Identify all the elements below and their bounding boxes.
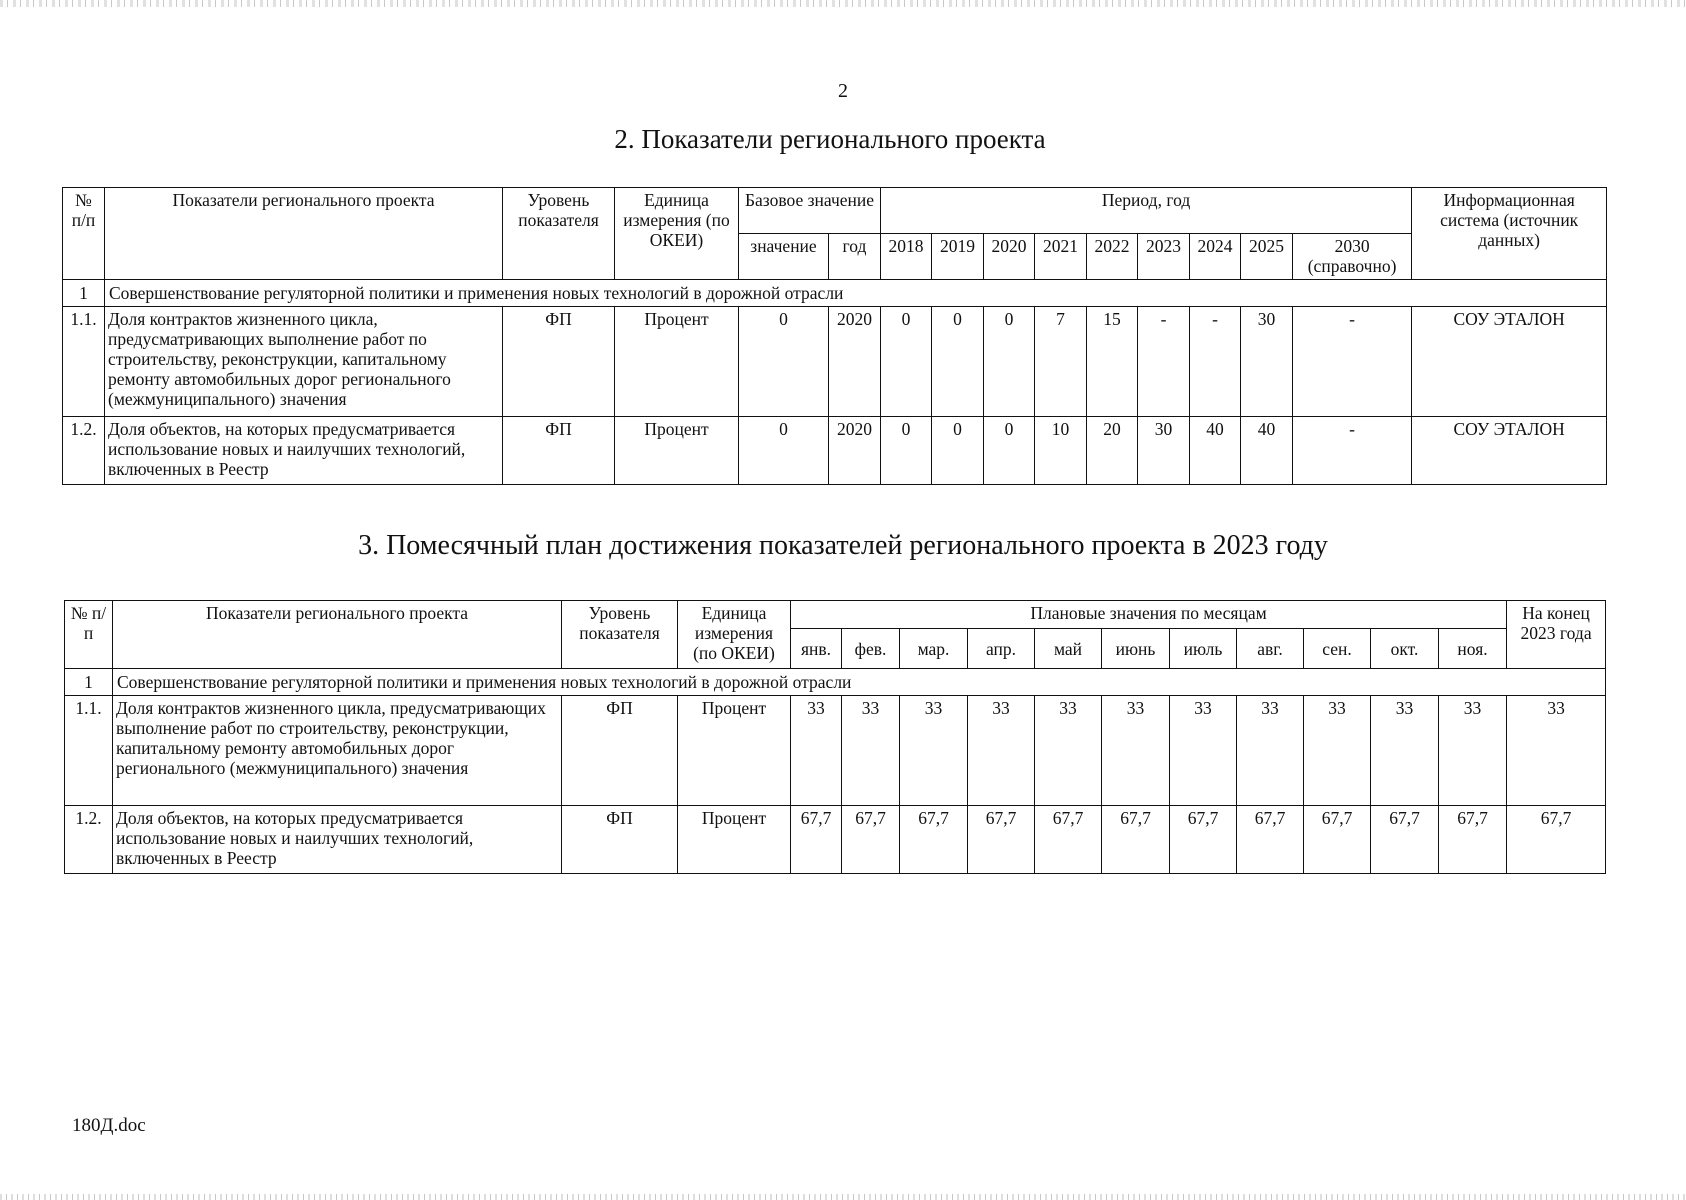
row-month-value: 33: [1304, 696, 1371, 806]
section-row-num: 1: [63, 280, 105, 307]
col-header-year: 2030 (справочно): [1293, 234, 1412, 280]
row-indicator: Доля контрактов жизненного цикла, предусматривающих выполнение работ по строительству, реконструкции, капитальному ремонту автомобильных дорог регионального (межмуниципального) значения: [113, 696, 562, 806]
row-indicator: Доля контрактов жизненного цикла, предусматривающих выполнение работ по строительству, реконструкции, капитальному ремонту автомобильных дорог регионального (межмуниципального) значения: [105, 307, 503, 417]
col-header-year: 2020: [984, 234, 1035, 280]
col-header-indicator: Показатели регионального проекта: [105, 188, 503, 280]
col-header-plan: Плановые значения по месяцам: [791, 601, 1507, 629]
row-month-value: 33: [1371, 696, 1439, 806]
row-month-value: 33: [968, 696, 1035, 806]
row-month-value: 33: [842, 696, 900, 806]
row-month-value: 67,7: [1371, 806, 1439, 874]
row-month-value: 33: [900, 696, 968, 806]
col-header-year: 2018: [881, 234, 932, 280]
row-month-value: 33: [1170, 696, 1237, 806]
row-year-end: 33: [1507, 696, 1606, 806]
row-month-value: 67,7: [1237, 806, 1304, 874]
monthly-plan-table: [64, 600, 1606, 874]
row-month-value: 67,7: [791, 806, 842, 874]
row-month-value: 33: [1439, 696, 1507, 806]
col-header-info-system: Информационная система (источник данных): [1412, 188, 1607, 280]
row-value: 0: [881, 307, 932, 417]
row-month-value: 67,7: [1439, 806, 1507, 874]
row-info-system: СОУ ЭТАЛОН: [1412, 417, 1607, 485]
row-month-value: 33: [1237, 696, 1304, 806]
col-header-year: 2021: [1035, 234, 1087, 280]
row-value: -: [1138, 307, 1190, 417]
row-num: 1.2.: [65, 806, 113, 874]
col-header-month: окт.: [1371, 629, 1439, 669]
row-indicator: Доля объектов, на которых предусматривается использование новых и наилучших технологий, включенных в Реестр: [113, 806, 562, 874]
table-row: [63, 307, 1607, 417]
row-base-year: 2020: [829, 307, 881, 417]
row-unit: Процент: [678, 696, 791, 806]
row-month-value: 33: [791, 696, 842, 806]
row-value: 10: [1035, 417, 1087, 485]
row-value: 30: [1138, 417, 1190, 485]
row-month-value: 67,7: [900, 806, 968, 874]
section-row-num: 1: [65, 669, 113, 696]
col-header-month: ноя.: [1439, 629, 1507, 669]
col-header-base-value: значение: [739, 234, 829, 280]
row-level: ФП: [562, 696, 678, 806]
row-value: -: [1293, 307, 1412, 417]
row-info-system: СОУ ЭТАЛОН: [1412, 307, 1607, 417]
row-month-value: 33: [1035, 696, 1102, 806]
col-header-indicator: Показатели регионального проекта: [113, 601, 562, 669]
table-row: [65, 696, 1606, 806]
row-unit: Процент: [615, 417, 739, 485]
row-base-year: 2020: [829, 417, 881, 485]
row-level: ФП: [503, 307, 615, 417]
section-row: [65, 669, 1606, 696]
scan-edge-bottom: [0, 1194, 1686, 1200]
col-header-num: № п/п: [65, 601, 113, 669]
row-value: 7: [1035, 307, 1087, 417]
table-row: [63, 417, 1607, 485]
col-header-month: янв.: [791, 629, 842, 669]
row-value: 0: [881, 417, 932, 485]
row-value: 40: [1241, 417, 1293, 485]
row-value: 40: [1190, 417, 1241, 485]
row-month-value: 33: [1102, 696, 1170, 806]
col-header-month: фев.: [842, 629, 900, 669]
col-header-month: мар.: [900, 629, 968, 669]
row-indicator: Доля объектов, на которых предусматривается использование новых и наилучших технологий, включенных в Реестр: [105, 417, 503, 485]
row-value: 0: [932, 307, 984, 417]
row-value: 0: [984, 417, 1035, 485]
col-header-year: 2022: [1087, 234, 1138, 280]
col-header-num: № п/п: [63, 188, 105, 280]
row-month-value: 67,7: [968, 806, 1035, 874]
col-header-base: Базовое значение: [739, 188, 881, 234]
col-header-unit: Единица измерения (по ОКЕИ): [678, 601, 791, 669]
row-value: 20: [1087, 417, 1138, 485]
row-value: 30: [1241, 307, 1293, 417]
row-value: -: [1293, 417, 1412, 485]
row-unit: Процент: [615, 307, 739, 417]
col-header-year: 2023: [1138, 234, 1190, 280]
col-header-month: апр.: [968, 629, 1035, 669]
col-header-base-year: год: [829, 234, 881, 280]
row-base-value: 0: [739, 417, 829, 485]
col-header-month: июнь: [1102, 629, 1170, 669]
col-header-month: июль: [1170, 629, 1237, 669]
section-row: [63, 280, 1607, 307]
col-header-unit: Единица измерения (по ОКЕИ): [615, 188, 739, 280]
col-header-month: сен.: [1304, 629, 1371, 669]
col-header-period: Период, год: [881, 188, 1412, 234]
col-header-month: авг.: [1237, 629, 1304, 669]
row-year-end: 67,7: [1507, 806, 1606, 874]
row-num: 1.2.: [63, 417, 105, 485]
row-level: ФП: [503, 417, 615, 485]
row-month-value: 67,7: [1035, 806, 1102, 874]
col-header-month: май: [1035, 629, 1102, 669]
row-num: 1.1.: [65, 696, 113, 806]
row-unit: Процент: [678, 806, 791, 874]
footer-filename: 180Д.doc: [72, 1115, 146, 1136]
col-header-level: Уровень показателя: [562, 601, 678, 669]
section-row-text: Совершенствование регуляторной политики и применения новых технологий в дорожной отрасли: [113, 669, 1606, 696]
row-month-value: 67,7: [1102, 806, 1170, 874]
row-month-value: 67,7: [842, 806, 900, 874]
row-month-value: 67,7: [1170, 806, 1237, 874]
indicators-table: [62, 187, 1607, 485]
row-value: 15: [1087, 307, 1138, 417]
row-base-value: 0: [739, 307, 829, 417]
row-num: 1.1.: [63, 307, 105, 417]
page-number: 2: [838, 80, 848, 102]
col-header-year: 2024: [1190, 234, 1241, 280]
col-header-year: 2025: [1241, 234, 1293, 280]
row-value: 0: [932, 417, 984, 485]
scan-edge-top: [0, 0, 1686, 7]
col-header-level: Уровень показателя: [503, 188, 615, 280]
row-level: ФП: [562, 806, 678, 874]
section-row-text: Совершенствование регуляторной политики и применения новых технологий в дорожной отрасли: [105, 280, 1607, 307]
row-value: -: [1190, 307, 1241, 417]
section-3-title: 3. Помесячный план достижения показателей регионального проекта в 2023 году: [358, 530, 1328, 561]
table-row: [65, 806, 1606, 874]
col-header-year-end: На конец 2023 года: [1507, 601, 1606, 669]
col-header-year: 2019: [932, 234, 984, 280]
row-value: 0: [984, 307, 1035, 417]
section-2-title: 2. Показатели регионального проекта: [614, 124, 1046, 154]
row-month-value: 67,7: [1304, 806, 1371, 874]
